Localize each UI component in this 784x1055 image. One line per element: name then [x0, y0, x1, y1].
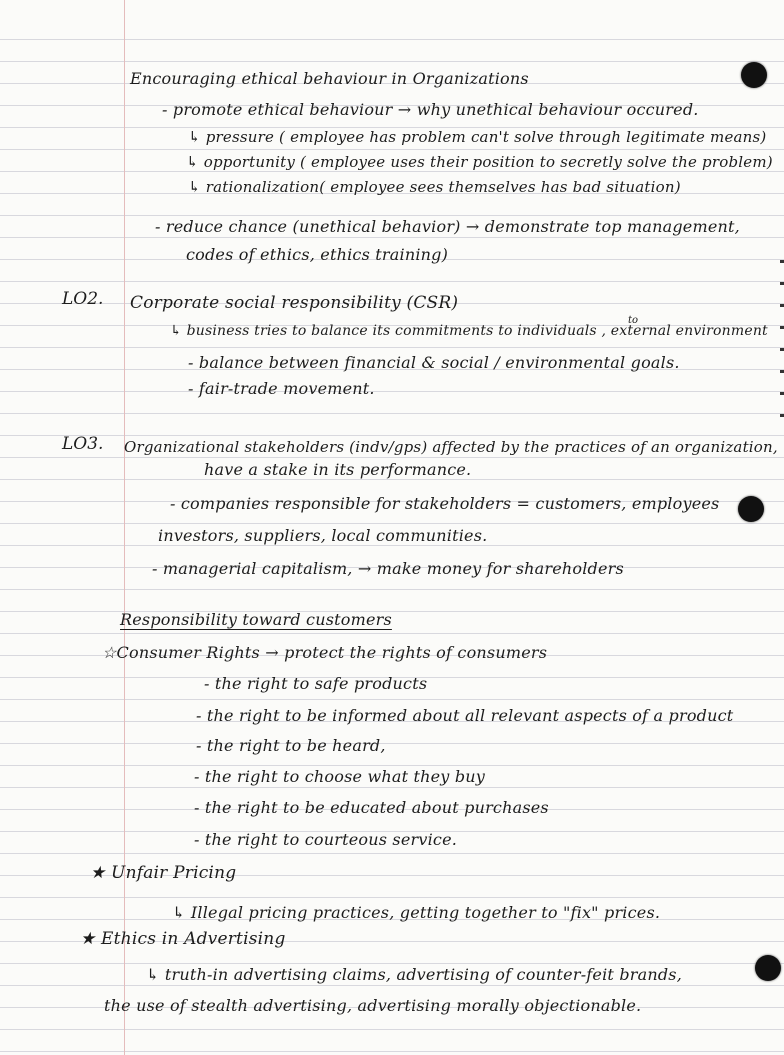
lo2-heading: Corporate social responsibility (CSR) [130, 293, 459, 313]
ethics-advertising-heading: ★ Ethics in Advertising [80, 929, 286, 949]
binder-hole-icon [741, 62, 767, 88]
lo3-line4: - managerial capitalism, → make money for shareholders [152, 559, 624, 578]
section1-line1: - promote ethical behaviour → why unethical behaviour occured. [162, 100, 699, 119]
binder-hole-icon [755, 955, 781, 981]
lo3-heading: Organizational stakeholders (indv/gps) affected by the practices of an organization, [124, 438, 778, 456]
advertising-detail-2: the use of stealth advertising, advertising morally objectionable. [104, 996, 642, 1015]
unfair-pricing-detail: ↳ Illegal pricing practices, getting together to "fix" prices. [172, 903, 661, 922]
lo3-line3: investors, suppliers, local communities. [158, 526, 488, 545]
section1-line6: codes of ethics, ethics training) [186, 245, 449, 264]
lo2-line2: - balance between financial & social / environmental goals. [188, 353, 680, 372]
section1-line2: ↳ pressure ( employee has problem can't solve through legitimate means) [188, 128, 767, 146]
margin-line [124, 0, 125, 1055]
binder-hole-icon [738, 496, 764, 522]
section1-line3: ↳ opportunity ( employee uses their position to secretly solve the problem) [186, 153, 773, 171]
lo3-line2: - companies responsible for stakeholders = customers, employees [170, 494, 720, 513]
lo3-label: LO3. [62, 434, 104, 454]
right-safe-products: - the right to safe products [204, 674, 428, 693]
lo3-line1: have a stake in its performance. [204, 460, 472, 479]
lo2-line1: ↳ business tries to balance its commitments to individuals , external environment [170, 323, 768, 339]
advertising-detail-1: ↳ truth-in advertising claims, advertising of counter-feit brands, [146, 965, 682, 984]
right-choose: - the right to choose what they buy [194, 767, 486, 786]
consumer-rights-line: ☆Consumer Rights → protect the rights of consumers [102, 643, 548, 662]
section1-line4: ↳ rationalization( employee sees themselves has bad situation) [188, 178, 681, 196]
lo2-label: LO2. [62, 289, 104, 309]
right-educated: - the right to be educated about purchases [194, 798, 549, 817]
right-be-informed: - the right to be informed about all relevant aspects of a product [196, 706, 734, 725]
right-courteous-service: - the right to courteous service. [194, 830, 458, 849]
lo2-line3: - fair-trade movement. [188, 379, 375, 398]
unfair-pricing-heading: ★ Unfair Pricing [90, 863, 237, 883]
section1-heading: Encouraging ethical behaviour in Organizations [130, 69, 529, 88]
section1-line5: - reduce chance (unethical behavior) → demonstrate top management, [155, 217, 740, 236]
page-edge-marks [780, 260, 784, 420]
right-be-heard: - the right to be heard, [196, 736, 386, 755]
lo2-insert-word: to [628, 315, 639, 326]
customers-heading: Responsibility toward customers [120, 610, 392, 629]
